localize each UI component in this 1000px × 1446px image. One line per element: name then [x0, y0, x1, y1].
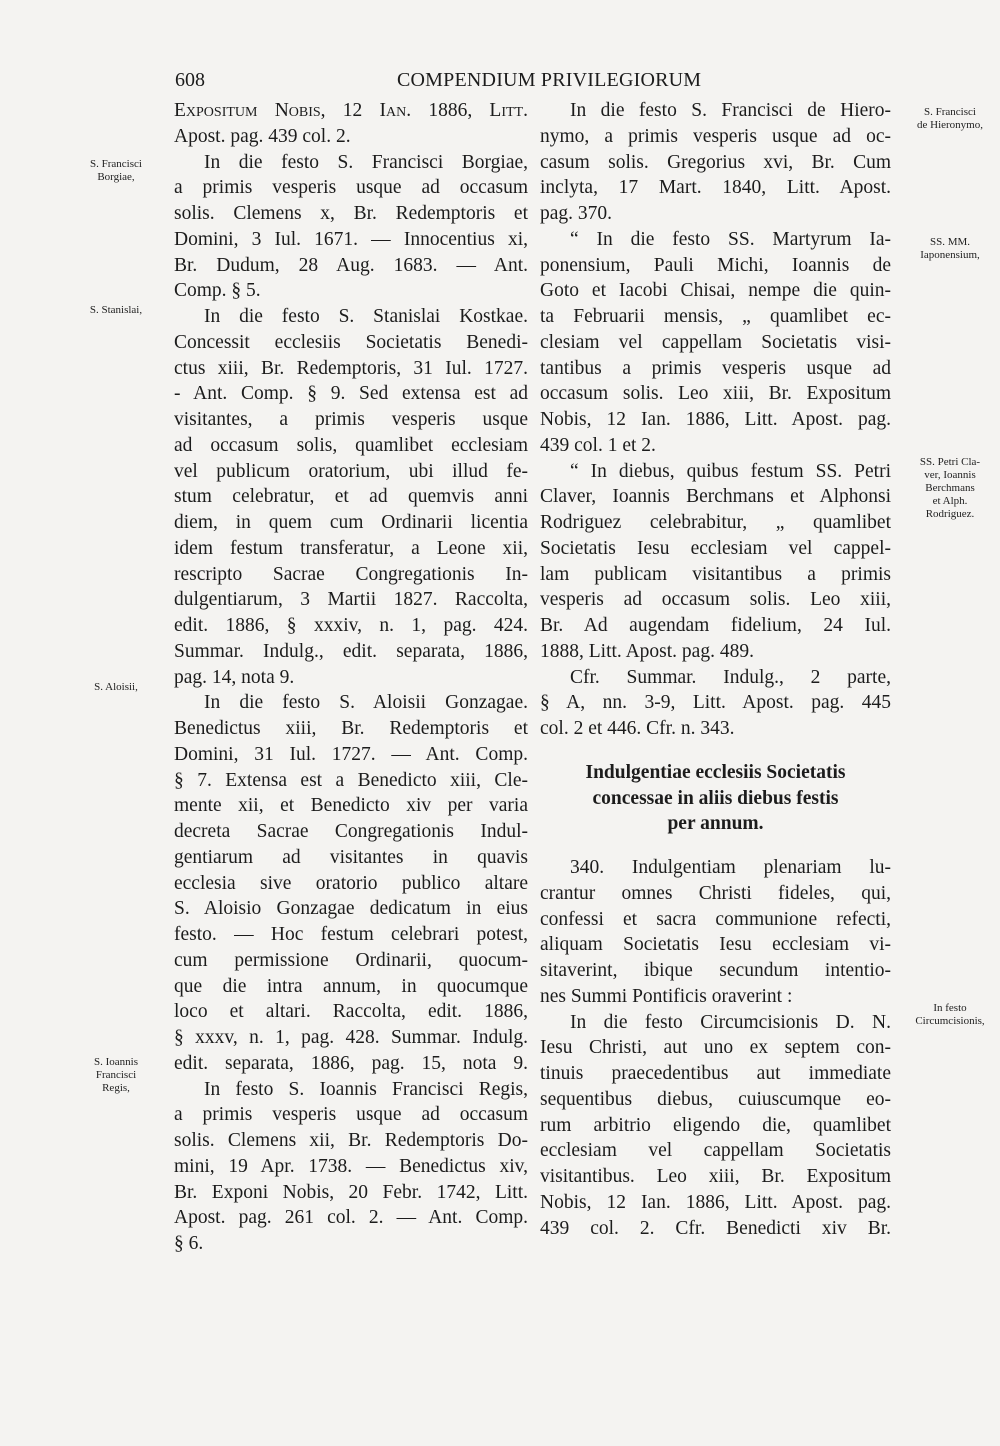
text-line: Claver, Ioannis Berchmans et Alphonsi: [540, 486, 891, 508]
margin-note-martyrum-iaponensium: SS. MM. Iaponensium,: [920, 236, 980, 261]
text-line: 439 col. 1 et 2.: [540, 434, 656, 456]
text-line: Br. Dudum, 28 Aug. 1683. — Ant.: [174, 254, 528, 276]
text-line: In festo S. Ioannis Francisci Regis,: [204, 1078, 528, 1100]
text-line: ad occasum solis, quamlibet ecclesiam: [174, 434, 528, 456]
section-heading: per annum.: [667, 813, 764, 835]
text-line: clesiam vel cappellam Societatis visi-: [540, 331, 891, 353]
text-line: Comp. § 5.: [174, 280, 261, 302]
text-line: In die festo S. Aloisii Gonzagae.: [204, 692, 528, 714]
text-line: col. 2 et 446. Cfr. n. 343.: [540, 718, 735, 739]
text-line: diem, in quem cum Ordinarii licentia: [174, 512, 528, 533]
text-line: Domini, 3 Iul. 1671. — Innocentius xi,: [174, 228, 528, 250]
text-line: § A, nn. 3-9, Litt. Apost. pag. 445: [540, 692, 891, 714]
text-line: decreta Sacrae Congregationis Indul-: [174, 821, 528, 842]
text-line: S. Aloisio Gonzagae dedicatum in eius: [174, 898, 528, 920]
text-line: In die festo S. Stanislai Kostkae.: [204, 306, 528, 327]
text-line: Apost. pag. 439 col. 2.: [174, 125, 351, 147]
text-line: 439 col. 2. Cfr. Benedicti xiv Br.: [540, 1217, 891, 1239]
text-line: Iesu Christi, aut uno ex septem con-: [540, 1037, 891, 1059]
text-line: § xxxv, n. 1, pag. 428. Summar. Indulg.: [174, 1027, 528, 1048]
left-text-column: [174, 98, 528, 1257]
text-line: inclyta, 17 Mart. 1840, Litt. Apost.: [540, 177, 891, 199]
text-line: ecclesia sive oratorio publico altare: [174, 872, 528, 894]
text-line: Summar. Indulg., edit. separata, 1886,: [174, 640, 528, 662]
right-text-column: [540, 98, 891, 1241]
text-line: Expositum Nobis, 12 Ian. 1886, Litt.: [174, 100, 528, 121]
text-line: tantibus a primis vesperis usque ad: [540, 357, 891, 379]
text-line: nymo, a primis vesperis usque ad oc-: [540, 125, 891, 147]
text-line: In die festo S. Francisci de Hiero-: [570, 100, 891, 121]
text-line: Domini, 31 Iul. 1727. — Ant. Comp.: [174, 743, 528, 765]
text-line: Concessit ecclesiis Societatis Benedi-: [174, 331, 528, 353]
text-line: visitantes, a primis vesperis usque: [174, 409, 528, 430]
text-line: mente xii, et Benedicto xiv per varia: [174, 795, 528, 817]
text-line: vel publicum oratorium, ubi illud fe-: [174, 460, 528, 482]
text-line: rescripto Sacrae Congregationis In-: [174, 563, 528, 585]
margin-note-francisci-de-hieronymo: S. Francisci de Hieronymo,: [917, 106, 983, 131]
text-line: rum arbitrio eligendo die, quamlibet: [540, 1114, 891, 1136]
margin-note-francisci-borgiae: S. Francisci Borgiae,: [90, 158, 142, 183]
text-line: 340. Indulgentiam plenariam lu-: [570, 857, 891, 878]
text-line: “ In diebus, quibus festum SS. Petri: [570, 460, 891, 482]
text-line: edit. 1886, § xxxiv, n. 1, pag. 424.: [174, 615, 528, 636]
section-heading: concessae in aliis diebus festis: [592, 787, 839, 809]
text-line: festo. — Hoc festum celebrari potest,: [174, 924, 528, 945]
text-line: nes Summi Pontificis oraverint :: [540, 985, 793, 1007]
text-line: a primis vesperis usque ad occasum: [174, 177, 528, 199]
margin-note-circumcisionis: In festo Circumcisionis,: [915, 1002, 985, 1027]
section-heading: Indulgentiae ecclesiis Societatis: [585, 761, 846, 783]
margin-note-petri-claver: SS. Petri Cla- ver, Ioannis Berchmans et Alph. Rodriguez.: [919, 456, 981, 520]
text-line: sequentibus diebus, cuiuscumque eo-: [540, 1088, 891, 1110]
text-line: visitantibus. Leo xiii, Br. Expositum: [540, 1166, 891, 1187]
text-line: “ In die festo SS. Martyrum Ia-: [570, 228, 891, 250]
text-line: pag. 14, nota 9.: [174, 666, 295, 688]
text-line: pag. 370.: [540, 203, 613, 224]
text-line: vesperis ad occasum solis. Leo xiii,: [540, 589, 891, 611]
text-line: In die festo S. Francisci Borgiae,: [204, 151, 528, 173]
text-line: Br. Exponi Nobis, 20 Febr. 1742, Litt.: [174, 1181, 528, 1203]
margin-note-stanislai: S. Stanislai,: [89, 304, 143, 316]
text-line: - Ant. Comp. § 9. Sed extensa est ad: [174, 383, 528, 405]
text-line: a primis vesperis usque ad occasum: [174, 1104, 528, 1126]
text-line: idem festum transferatur, a Leone xii,: [174, 537, 528, 559]
text-line: mini, 19 Apr. 1738. — Benedictus xiv,: [174, 1155, 528, 1177]
text-line: confessi et sacra communione refecti,: [540, 908, 891, 930]
text-line: ecclesiam vel cappellam Societatis: [540, 1140, 891, 1162]
text-line: In die festo Circumcisionis D. N.: [570, 1011, 891, 1033]
text-line: Nobis, 12 Ian. 1886, Litt. Apost. pag.: [540, 1191, 891, 1213]
text-line: Br. Ad augendam fidelium, 24 Iul.: [540, 615, 891, 636]
text-line: aliquam Societatis Iesu ecclesiam vi-: [540, 934, 891, 956]
running-title: COMPENDIUM PRIVILEGIORUM: [397, 69, 702, 91]
text-line: sitaverint, ibique secundum intentio-: [540, 960, 891, 981]
text-line: Goto et Iacobi Chisai, nempe die quin-: [540, 280, 891, 302]
margin-note-ioannis-francisci-regis: S. Ioannis Francisci Regis,: [94, 1056, 138, 1094]
text-line: Rodriguez celebrabitur, „ quamlibet: [540, 512, 891, 533]
text-line: Nobis, 12 Ian. 1886, Litt. Apost. pag.: [540, 409, 891, 430]
margin-note-aloisii: S. Aloisii,: [94, 681, 138, 693]
page-header: [0, 69, 1000, 95]
text-line: casum solis. Gregorius xvi, Br. Cum: [540, 151, 891, 173]
text-line: gentiarum ad visitantes in quavis: [174, 846, 528, 868]
text-line: Societatis Iesu ecclesiam vel cappel-: [540, 537, 891, 559]
text-line: que die intra annum, in quocumque: [174, 975, 528, 997]
text-line: solis. Clemens x, Br. Redemptoris et: [174, 203, 528, 224]
text-line: ctus xiii, Br. Redemptoris, 31 Iul. 1727.: [174, 357, 528, 379]
text-line: Cfr. Summar. Indulg., 2 parte,: [570, 666, 891, 688]
text-line: loco et altari. Raccolta, edit. 1886,: [174, 1001, 528, 1023]
text-line: solis. Clemens xii, Br. Redemptoris Do-: [174, 1130, 528, 1151]
section-spacer: [540, 742, 891, 760]
text-line: ta Februarii mensis, „ quamlibet ec-: [540, 306, 891, 327]
text-line: stum celebratur, et ad quemvis anni: [174, 486, 528, 508]
text-line: occasum solis. Leo xiii, Br. Expositum: [540, 383, 891, 405]
text-line: ponensium, Pauli Michi, Ioannis de: [540, 254, 891, 276]
text-line: edit. separata, 1886, pag. 15, nota 9.: [174, 1052, 528, 1074]
text-line: Benedictus xiii, Br. Redemptoris et: [174, 718, 528, 739]
text-line: lam publicam visitantibus a primis: [540, 563, 891, 585]
text-line: dulgentiarum, 3 Martii 1827. Raccolta,: [174, 589, 528, 611]
section-spacer: [540, 837, 891, 855]
page-number: 608: [175, 69, 205, 91]
text-line: 1888, Litt. Apost. pag. 489.: [540, 640, 754, 662]
text-line: § 7. Extensa est a Benedicto xiii, Cle-: [174, 769, 528, 791]
text-line: crantur omnes Christi fideles, qui,: [540, 882, 891, 904]
text-line: tinuis praecedentibus aut immediate: [540, 1063, 891, 1084]
text-line: cum permissione Ordinarii, quocum-: [174, 949, 528, 971]
text-line: § 6.: [174, 1233, 204, 1254]
text-line: Apost. pag. 261 col. 2. — Ant. Comp.: [174, 1207, 528, 1229]
